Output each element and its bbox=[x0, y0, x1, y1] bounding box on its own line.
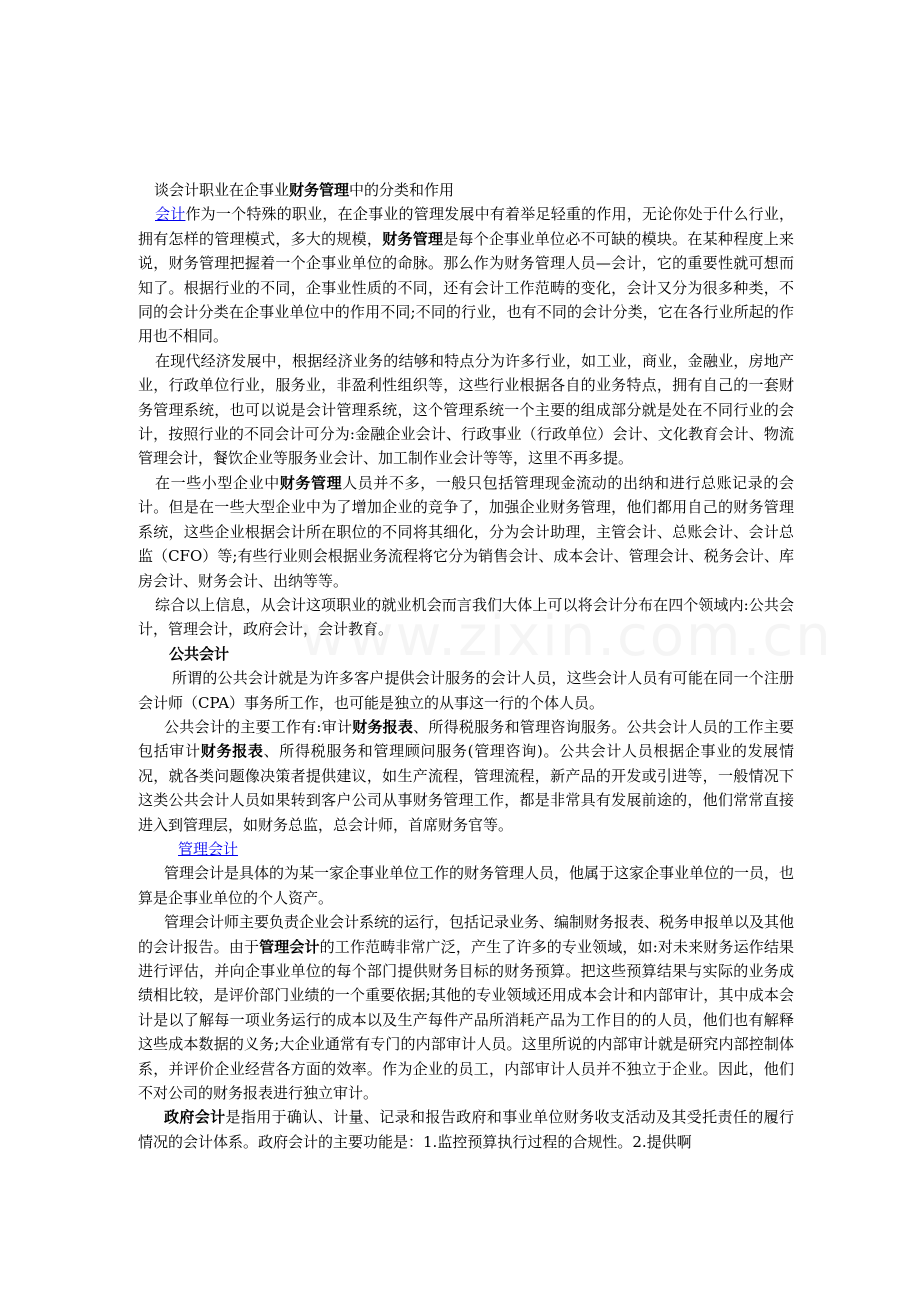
title-keyword: 财务管理 bbox=[289, 181, 350, 199]
keyword-bold: 财务报表 bbox=[200, 742, 264, 761]
paragraph-industries: 在现代经济发展中，根据经济业务的结够和特点分为许多行业，如工业，商业，金融业，房地产业，行政单位行业，服务业，非盈利性组织等，这些行业根据各自的业务特点，拥有自己的一套财务管理系统，也可以说是会计管理系统，这个管理系统一个主要的组成部分就是处在不同行业的会计，按照行业的不同会计可分为:金融企业会计、行政事业（行政单位）会计、文化教育会计、物流管理会计，餐饮企业等服务业会计、加工制作业会计等等，这里不再多提。 bbox=[138, 351, 794, 468]
keyword-bold: 财务管理 bbox=[279, 473, 343, 492]
paragraph-intro: 会计作为一个特殊的职业，在企事业的管理发展中有着举足轻重的作用，无论你处于什么行业，拥有怎样的管理模式，多大的规模，财务管理是每个企事业单位必不可缺的模块。在某种程度上来说，财务管理把握着一个企事业单位的命脉。那么作为财务管理人员—会计，它的重要性就可想而知了。根据行业的不同，企事业性质的不同，还有会计工作范畴的变化，会计又分为很多种类，不同的会计分类在企事业单位中的作用不同;不同的行业，也有不同的会计分类，它在各行业所起的作用也不相同。 bbox=[138, 205, 794, 346]
keyword-bold: 财务报表 bbox=[352, 717, 414, 736]
paragraph-government-accounting: 政府会计是指用于确认、计量、记录和报告政府和事业单位财务收支活动及其受托责任的履行情况的会计体系。政府会计的主要功能是：1.监控预算执行过程的合规性。2.提供啊 bbox=[138, 1108, 794, 1151]
keyword-bold: 政府会计 bbox=[164, 1108, 226, 1127]
keyword-link-accounting[interactable]: 会计 bbox=[155, 205, 186, 224]
paragraph-public-work: 公共会计的主要工作有:审计财务报表、所得税服务和管理咨询服务。公共会计人员的工作主要包括审计财务报表、所得税服务和管理顾问服务(管理咨询)。公共会计人员根据企事业的发展情况，就各类问题像决策者提供建议，如生产流程，管理流程，新产品的开发或引进等，一般情况下这类公共会计人员如果转到客户公司从事财务管理工作，都是非常具有发展前途的，他们常常直接进入到管理层，如财务总监，总会计师，首席财务官等。 bbox=[138, 717, 794, 834]
section-heading-management-accounting bbox=[138, 837, 794, 861]
paragraph-management-definition: 管理会计是具体的为某一家企事业单位工作的财务管理人员，他属于这家企事业单位的一员，也算是企事业单位的个人资产。 bbox=[138, 864, 795, 907]
paragraph-management-work: 管理会计师主要负责企业会计系统的运行，包括记录业务、编制财务报表、税务申报单以及其他的会计报告。由于管理会计的工作范畴非常广泛，产生了许多的专业领域，如:对未来财务运作结果进行评估，并向企事业单位的每个部门提供财务目标的财务预算。把这些预算结果与实际的业务成绩相比较，是评价部门业绩的一个重要依据;其他的专业领域还用成本会计和内部审计，其中成本会计是以了解每一项业务运行的成本以及生产每件产品所消耗产品为工作目的的人员，他们也有解释这些成本数据的义务;大企业通常有专门的内部审计人员。这里所说的内部审计就是研究内部控制体系，并评价企业经营各方面的效率。作为企业的员工，内部审计人员并不独立于企业。因此，他们不对公司的财务报表进行独立审计。 bbox=[138, 913, 795, 1103]
keyword-bold: 财务管理 bbox=[382, 229, 444, 248]
document-title: 谈会计职业在企事业财务管理中的分类和作用 bbox=[154, 181, 455, 199]
document-body bbox=[138, 178, 794, 1154]
paragraph-summary: 综合以上信息，从会计这项职业的就业机会而言我们大体上可以将会计分布在四个领域内:公共会计，管理会计，政府会计，会计教育。 bbox=[138, 595, 794, 639]
section-heading-public-accounting: 公共会计 bbox=[169, 644, 230, 663]
keyword-bold: 管理会计 bbox=[259, 937, 320, 956]
paragraph-public-definition: 所谓的公共会计就是为许多客户提供会计服务的会计人员，这些会计人员有可能在同一个注册会计师（CPA）事务所工作，也可能是独立的从事这一行的个体人员。 bbox=[138, 669, 794, 712]
paragraph-enterprise-size: 在一些小型企业中财务管理人员并不多，一般只包括管理现金流动的出纳和进行总账记录的会计。但是在一些大型企业中为了增加企业的竞争了，加强企业财务管理，他们都用自己的财务管理系统，这些企业根据会计所在职位的不同将其细化，分为会计助理，主管会计、总账会计、会计总监（CFO）等;有些行业则会根据业务流程将它分为销售会计、成本会计、管理会计、税务会计、库房会计、财务会计、出纳等等。 bbox=[138, 473, 794, 590]
keyword-link-management-accounting[interactable]: 管理会计 bbox=[178, 839, 239, 858]
